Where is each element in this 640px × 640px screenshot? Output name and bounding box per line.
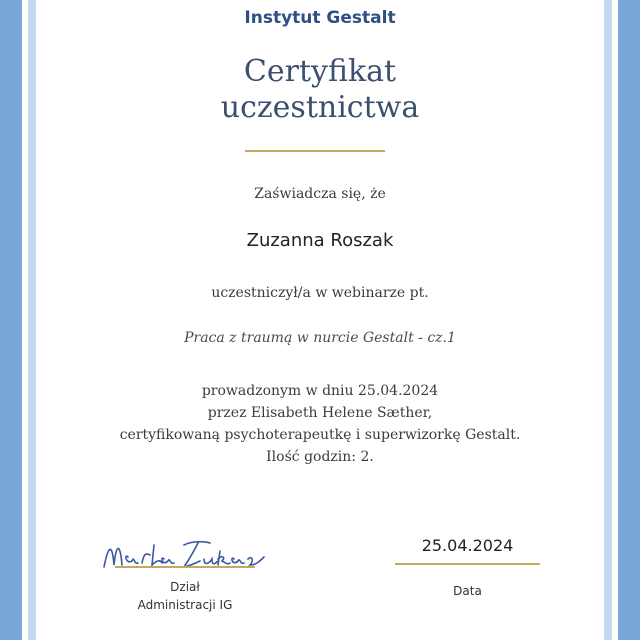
date-line	[395, 563, 540, 565]
details-line-1: prowadzonym w dniu 25.04.2024	[201, 383, 439, 399]
details-line-4: Ilość godzin: 2.	[266, 449, 374, 465]
signature-label-line-2: Administracji IG	[137, 598, 233, 612]
institute-name: Instytut Gestalt	[244, 8, 396, 28]
date-value: 25.04.2024	[421, 536, 514, 555]
details-line-2: przez Elisabeth Helene Sæther,	[207, 405, 433, 421]
intro-text: Zaświadcza się, że	[254, 186, 386, 202]
webinar-details	[0, 380, 640, 468]
handwritten-signature	[100, 531, 270, 575]
webinar-title: Praca z traumą w nurcie Gestalt - cz.1	[184, 330, 456, 346]
title-divider	[245, 150, 385, 152]
title-line-2: uczestnictwa	[220, 90, 420, 125]
signature-line	[115, 566, 255, 568]
details-line-3: certyfikowaną psychoterapeutkę i superwizorkę Gestalt.	[119, 427, 521, 443]
certificate-title	[0, 54, 640, 126]
date-label: Data	[453, 584, 482, 598]
participated-text: uczestniczył/a w webinarze pt.	[211, 285, 429, 301]
participant-name: Zuzanna Roszak	[246, 230, 394, 251]
signature-label-line-1: Dział	[170, 580, 200, 594]
title-line-1: Certyfikat	[243, 54, 397, 89]
